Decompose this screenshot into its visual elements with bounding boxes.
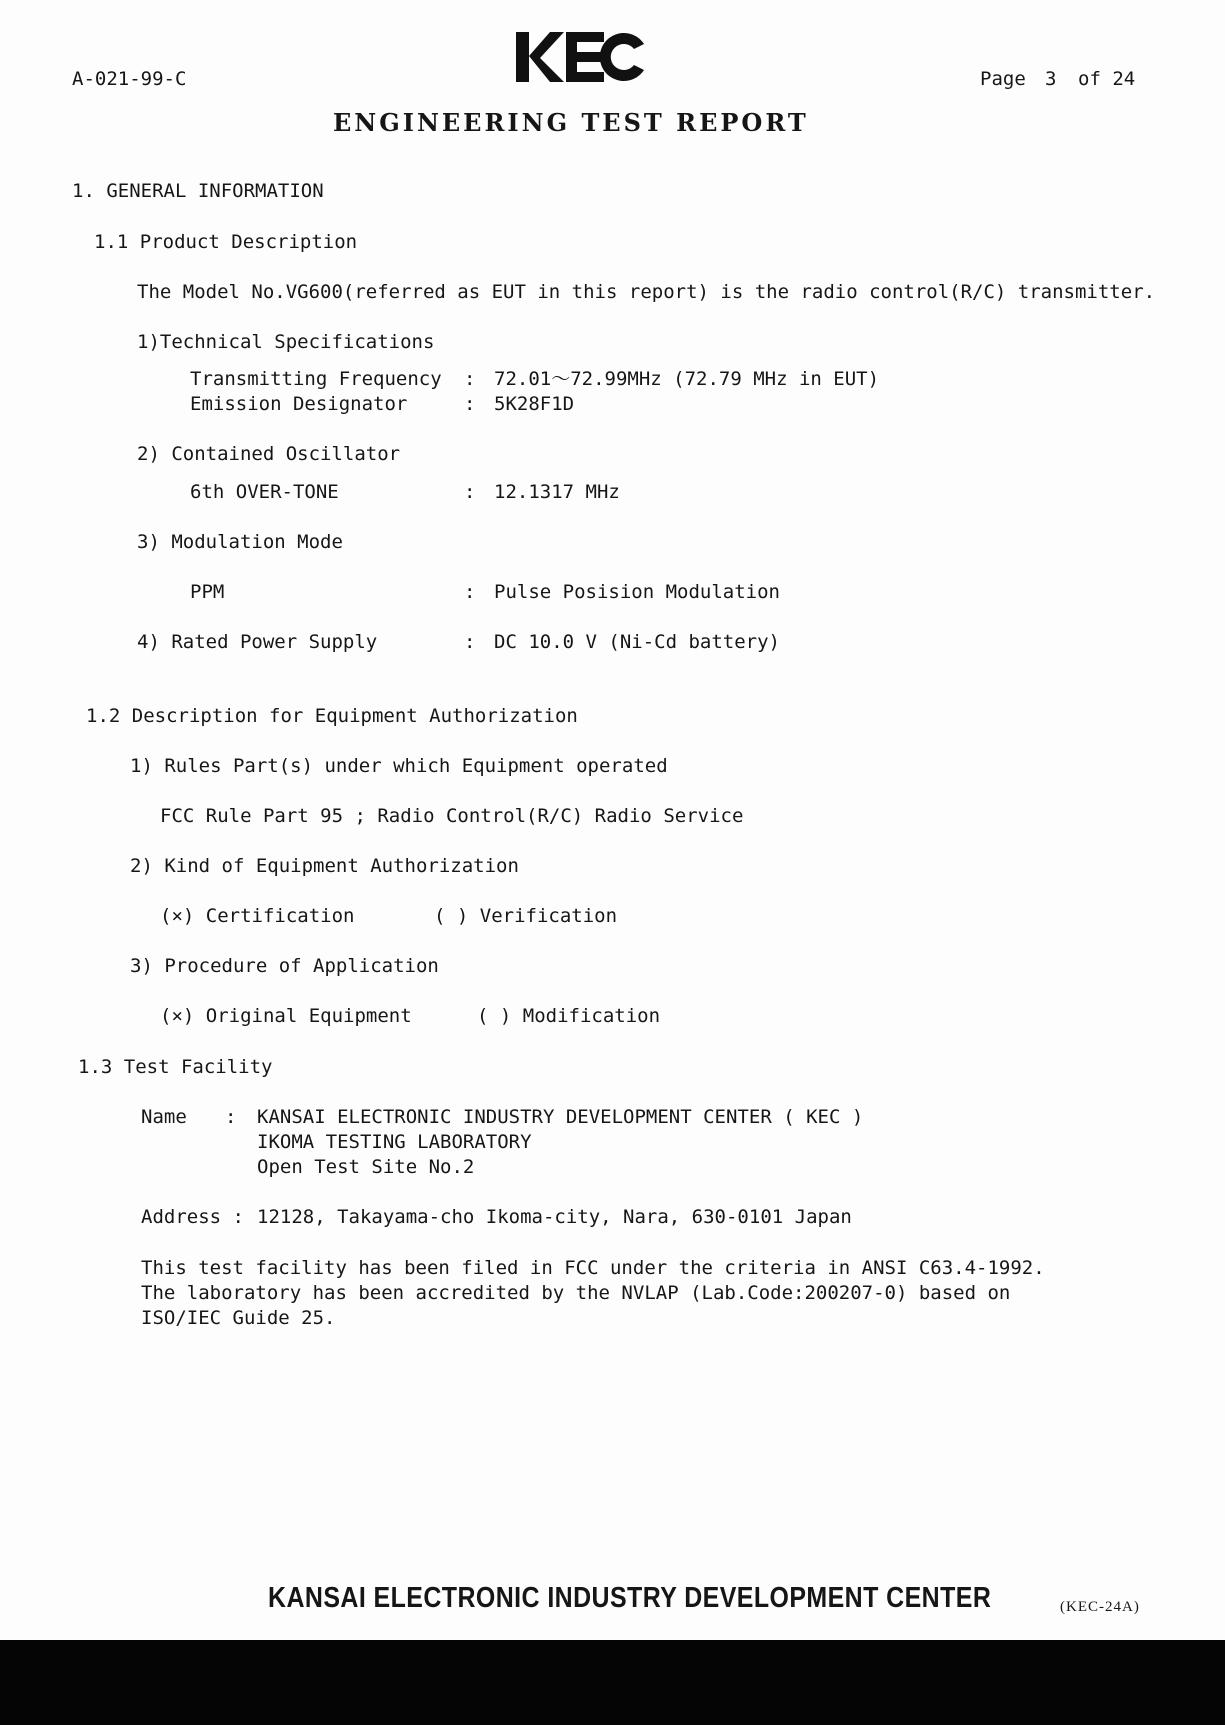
product-intro: The Model No.VG600(referred as EUT in this report) is the radio control(R/C) transmitter.	[137, 281, 1156, 303]
procedure-heading: 3) Procedure of Application	[130, 955, 439, 977]
rules-value: FCC Rule Part 95 ; Radio Control(R/C) Radio Service	[160, 805, 744, 827]
footer-organization: KANSAI ELECTRONIC INDUSTRY DEVELOPMENT CENTER	[268, 1582, 992, 1614]
facility-note-line: This test facility has been filed in FCC under the criteria in ANSI C63.4-1992.	[141, 1257, 1045, 1279]
facility-note-line: The laboratory has been accredited by the NVLAP (Lab.Code:200207-0) based on	[141, 1282, 1011, 1304]
oscillator-label: 6th OVER-TONE	[190, 481, 339, 503]
emission-label: Emission Designator	[190, 393, 408, 415]
freq-value: 72.01～72.99MHz (72.79 MHz in EUT)	[494, 368, 880, 390]
emission-value: 5K28F1D	[494, 393, 575, 415]
subsection-heading: 1.1 Product Description	[94, 231, 358, 253]
address-label: Address :	[141, 1206, 244, 1228]
facility-name-sep: :	[225, 1106, 237, 1128]
facility-name-line: IKOMA TESTING LABORATORY	[257, 1131, 532, 1153]
power-label: 4) Rated Power Supply	[137, 631, 378, 653]
freq-label: Transmitting Frequency	[190, 368, 442, 390]
subsection-heading: 1.3 Test Facility	[78, 1056, 273, 1078]
facility-name-line: KANSAI ELECTRONIC INDUSTRY DEVELOPMENT CENTER ( KEC )	[257, 1106, 864, 1128]
document-number: A-021-99-C	[72, 68, 187, 90]
colon: :	[464, 393, 476, 415]
subsection-heading: 1.2 Description for Equipment Authorization	[86, 705, 578, 727]
modulation-heading: 3) Modulation Mode	[137, 531, 343, 553]
modulation-label: PPM	[190, 581, 225, 603]
facility-name-line: Open Test Site No.2	[257, 1156, 475, 1178]
section-heading: 1. GENERAL INFORMATION	[72, 180, 324, 202]
kind-certification-option: (×) Certification	[160, 905, 355, 927]
report-title: ENGINEERING TEST REPORT	[333, 108, 809, 137]
kind-verification-option: ( ) Verification	[434, 905, 618, 927]
kec-logo	[516, 30, 646, 88]
colon: :	[464, 368, 476, 390]
modulation-value: Pulse Posision Modulation	[494, 581, 780, 603]
procedure-modification-option: ( ) Modification	[477, 1005, 661, 1027]
address-value: 12128, Takayama-cho Ikoma-city, Nara, 630-0101 Japan	[257, 1206, 852, 1228]
kind-heading: 2) Kind of Equipment Authorization	[130, 855, 519, 877]
facility-name-label: Name	[141, 1106, 187, 1128]
page-total: of 24	[1078, 68, 1136, 90]
form-number: (KEC-24A)	[1060, 1599, 1140, 1615]
page-label: Page	[980, 68, 1026, 90]
colon: :	[464, 631, 476, 653]
procedure-original-option: (×) Original Equipment	[160, 1005, 412, 1027]
scan-border	[0, 1640, 1225, 1725]
page-current: 3	[1045, 68, 1057, 90]
colon: :	[464, 581, 476, 603]
oscillator-heading: 2) Contained Oscillator	[137, 443, 401, 465]
oscillator-value: 12.1317 MHz	[494, 481, 620, 503]
facility-note-line: ISO/IEC Guide 25.	[141, 1307, 336, 1329]
tech-spec-heading: 1)Technical Specifications	[137, 331, 435, 353]
power-value: DC 10.0 V (Ni-Cd battery)	[494, 631, 780, 653]
colon: :	[464, 481, 476, 503]
rules-heading: 1) Rules Part(s) under which Equipment operated	[130, 755, 668, 777]
